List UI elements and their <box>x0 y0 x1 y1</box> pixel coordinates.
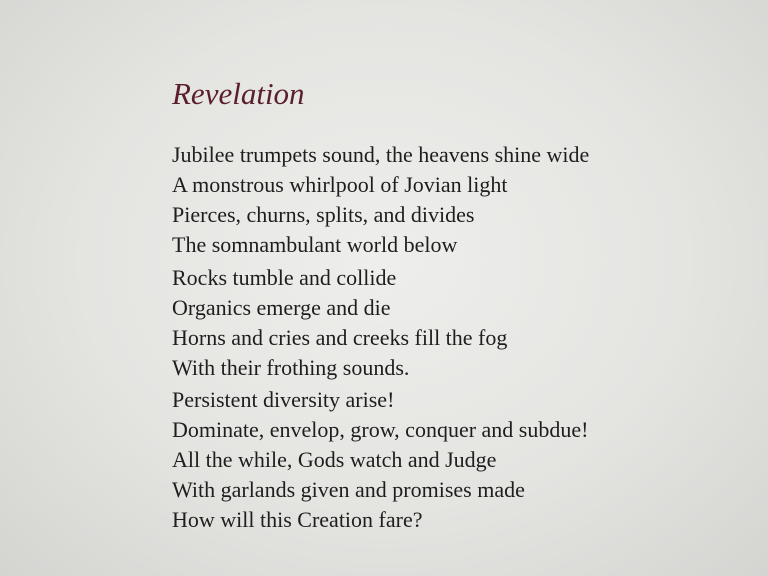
stanza-2 <box>172 263 507 383</box>
poem-line: Horns and cries and creeks fill the fog <box>172 325 508 350</box>
poem-title: Revelation <box>172 76 305 111</box>
poem-line: Dominate, envelop, grow, conquer and subdue! <box>172 417 589 442</box>
poem-line: With garlands given and promises made <box>172 477 525 502</box>
stanza-1 <box>172 140 589 260</box>
poem-line: A monstrous whirlpool of Jovian light <box>172 172 508 197</box>
poem-line: All the while, Gods watch and Judge <box>172 447 497 472</box>
poem-line: Pierces, churns, splits, and divides <box>172 202 475 227</box>
poem-line: Jubilee trumpets sound, the heavens shine wide <box>172 142 590 167</box>
stanza-3 <box>172 385 588 535</box>
poem-line: Organics emerge and die <box>172 295 391 320</box>
poem-line: The somnambulant world below <box>172 232 458 257</box>
poem-line: Persistent diversity arise! <box>172 387 395 412</box>
poem-line: Rocks tumble and collide <box>172 265 397 290</box>
poem-line: With their frothing sounds. <box>172 355 410 380</box>
poem-line: How will this Creation fare? <box>172 507 423 532</box>
